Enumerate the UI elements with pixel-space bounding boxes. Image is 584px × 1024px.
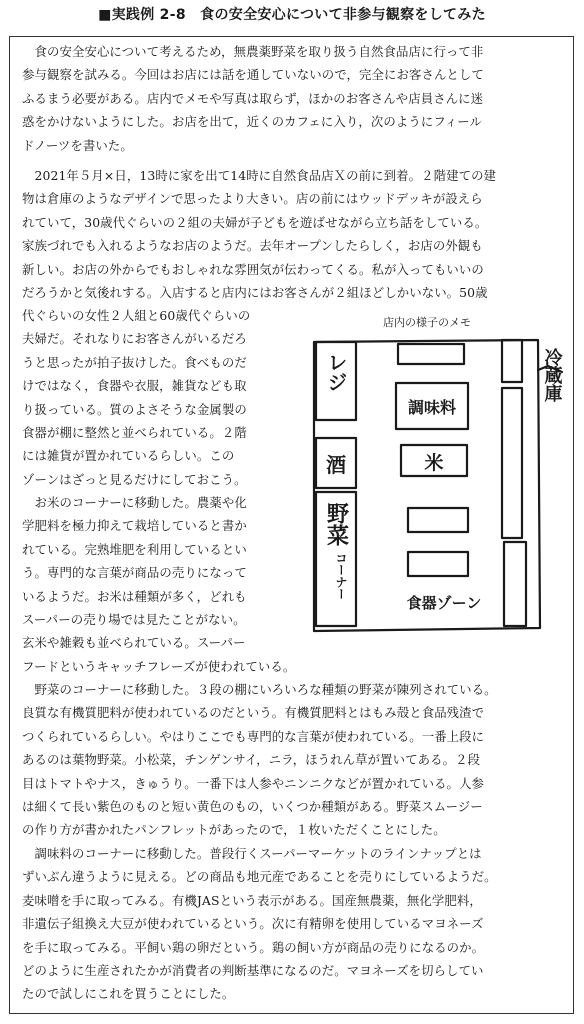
- paragraph-arrival: [22, 164, 496, 304]
- text-line: う。専門的な言葉が商品の売りになって: [22, 565, 247, 581]
- vegetable-label: 野菜: [323, 502, 349, 546]
- text-line: 2021年５月×日，13時に家を出て14時に自然食品店Ｘの前に到着。２階建ての建: [22, 168, 497, 183]
- text-line: 目はトマトやナス，きゅうり。一番下は人参やニンニクなどが置かれている。人参: [22, 775, 485, 791]
- sake-label: 酒: [326, 453, 346, 477]
- text-line: 夫婦だ。それなりにお客さんがいるだろ: [22, 331, 247, 347]
- text-line: 食器が棚に整然と並べられている。２階: [22, 425, 247, 441]
- paragraph-intro: [22, 40, 484, 157]
- side-shelf-c: [504, 542, 526, 626]
- paragraph-vegetable-corner: [22, 678, 497, 842]
- tableware-zone-label: 食器ゾーン: [406, 594, 482, 612]
- text-line: いるようだ。お米は種類が多く，どれも: [22, 588, 247, 604]
- text-line: 新しい。お店の外からでもおしゃれな雰囲気が伝わってくる。私が入ってもいいの: [22, 261, 484, 277]
- text-line: 家族づれでも入れるようなお店のようだ。去年オープンしたらしく，お店の外観も: [22, 238, 483, 254]
- paragraph-arrival-continued: [22, 304, 250, 491]
- text-line: 代ぐらいの女性２人組と60歳代ぐらいの: [22, 308, 251, 323]
- text-line: 惑をかけないようにした。お店を出て，近くのカフェに入り，次のようにフィール: [22, 114, 483, 130]
- text-line: うと思ったが拍子抜けした。食べものだ: [22, 354, 247, 370]
- side-shelf-a: [502, 340, 522, 382]
- text-line: ドノーツを書いた。: [22, 137, 133, 153]
- text-line: 野菜のコーナーに移動した。３段の棚にいろいろな種類の野菜が陳列されている。: [22, 682, 497, 697]
- text-line: あるのは葉物野菜。小松菜，チンゲンサイ，ニラ，ほうれん草が置いてある。２段: [22, 752, 481, 768]
- text-line: どのように生産されたかが消費者の判断基準になるのだ。マヨネーズを切らしてい: [22, 963, 484, 979]
- text-line: 非遺伝子組換え大豆が使われているという。次に有精卵を使用しているマヨネーズ: [22, 916, 484, 932]
- rice-label: 米: [424, 452, 444, 474]
- text-line: 玄米や雑穀も並べられている。スーパー: [22, 635, 246, 651]
- middle-shelf: [408, 508, 468, 532]
- text-line: たので試しにこれを買うことにした。: [22, 986, 235, 1002]
- top-shelf: [398, 344, 464, 364]
- text-line: 良質な有機質肥料が使われているのだという。有機質肥料とはもみ殻と食品残渣で: [22, 705, 485, 721]
- paragraph-rice-corner-end: [22, 655, 295, 678]
- paragraph-seasoning-corner: [22, 842, 497, 1006]
- text-line: れていて，30歳代ぐらいの２組の夫婦が子どもを遊ばせながら立ち話をしている。: [22, 214, 488, 230]
- text-line: ゾーンはざっと見るだけにしておこう。: [22, 471, 247, 487]
- text-line: には雑貨が置かれているらしい。この: [22, 448, 235, 464]
- section-heading: ■実践例 2-8 食の安全安心について非参与観察をしてみた: [98, 7, 486, 23]
- fridge-label: 冷蔵庫: [541, 348, 563, 402]
- side-shelf-b: [502, 388, 522, 538]
- text-line: 調味料のコーナーに移動した。普段行くスーパーマーケットのラインナップとは: [22, 846, 482, 861]
- lower-shelf: [408, 552, 468, 576]
- text-line: 麦味噌を手に取ってみる。有機JASという表示がある。国産無農薬，無化学肥料，: [22, 892, 482, 908]
- text-line: の作り方が書かれたパンフレットがあったので，１枚いただくことにした。: [22, 822, 446, 838]
- paragraph-rice-corner: [22, 491, 247, 655]
- vegetable-corner-label: コーナー: [334, 552, 348, 600]
- text-line: つくられているらしい。やはりここでも専門的な言葉が使われている。一番上段に: [22, 728, 485, 744]
- text-line: を手に取ってみる。平飼い鶏の卵だという。鶏の飼い方が商品の売りになるのか。: [22, 939, 485, 955]
- text-line: だろうかと気後れする。入店すると店内にはお客さんが２組ほどしかいない。50歳: [22, 285, 488, 301]
- text-line: フードというキャッチフレーズが使われている。: [22, 659, 296, 674]
- store-layout-sketch: [300, 330, 570, 650]
- register-label: レジ: [324, 352, 348, 392]
- text-line: 物は倉庫のようなデザインで思ったより大きい。店の前にはウッドデッキが設えら: [22, 191, 483, 207]
- text-line: ずいぶん違うように見える。どの商品も地元産であることを売りにしているようだ。: [22, 869, 497, 885]
- text-line: ふるまう必要がある。店内でメモや写真は取らず，ほかのお客さんや店員さんに迷: [22, 90, 484, 106]
- text-line: 食の安全安心について考えるため，無農薬野菜を取り扱う自然食品店に行って非: [22, 44, 484, 59]
- text-line: れている。完熟堆肥を利用しているとい: [22, 541, 247, 557]
- text-line: は細くて長い紫色のものと短い黄色のもの，いくつか種類がある。野菜スムージー: [22, 799, 483, 815]
- text-line: 学肥料を極力抑えて栽培していると書か: [22, 518, 247, 534]
- memo-title: 店内の様子のメモ: [383, 316, 471, 329]
- text-line: けではなく，食器や衣服，雑貨なども取: [22, 378, 247, 394]
- text-line: り扱っている。質のよさそうな金属製の: [22, 401, 247, 417]
- text-line: 参与観察を試みる。今回はお店には話を通していないので，完全にお客さんとして: [22, 67, 484, 83]
- seasoning-label: 調味料: [407, 398, 457, 417]
- text-line: スーパーの売り場では見たことがない。: [22, 612, 246, 628]
- text-line: お米のコーナーに移動した。農薬や化: [22, 495, 247, 510]
